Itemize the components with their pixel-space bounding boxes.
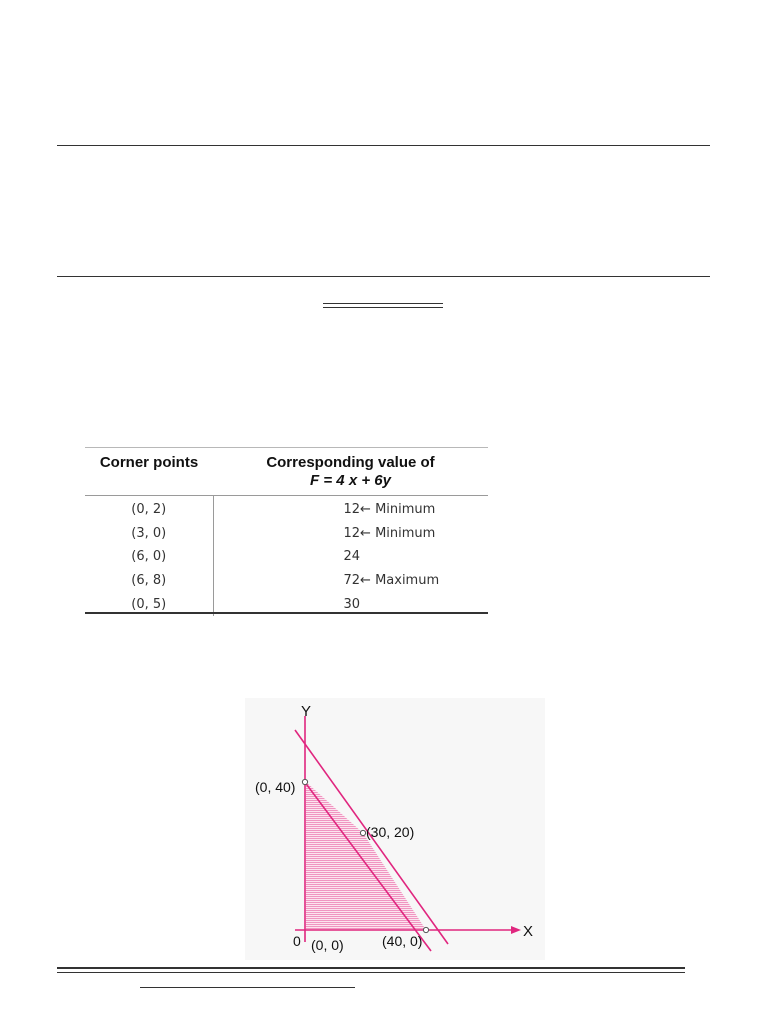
title-underline-a: [323, 303, 443, 304]
objective-value: 12← Minimum: [343, 525, 436, 541]
footer-rule-1: [57, 967, 685, 969]
objective-value: 12← Minimum: [343, 502, 436, 518]
corner-points-table: [85, 447, 488, 616]
footer-rule-2: [57, 972, 685, 973]
corner-point-marker: [423, 927, 428, 932]
header-corner-points: Corner points: [85, 448, 213, 496]
point-label: (0, 0): [311, 937, 344, 953]
header-value: [213, 448, 488, 496]
table-row: [85, 522, 488, 546]
objective-value: 24: [343, 549, 361, 565]
title-underline-b: [323, 307, 443, 308]
table-bottom-rule: [85, 612, 488, 614]
header-formula: F = 4 x + 6y: [310, 472, 391, 489]
footer-underline: [140, 987, 355, 988]
corner-point: (3, 0): [85, 522, 213, 546]
corner-point: (6, 8): [85, 569, 213, 593]
top-rule-2: [57, 276, 710, 277]
corner-point: (0, 5): [85, 592, 213, 616]
objective-value: 30: [343, 596, 361, 612]
corner-point: (6, 0): [85, 545, 213, 569]
table-row: [85, 496, 488, 522]
objective-value: 72← Maximum: [343, 573, 440, 589]
table-row: [85, 569, 488, 593]
y-axis-label: Y: [301, 703, 312, 720]
top-rule-1: [57, 145, 710, 146]
header-value-label: Corresponding value of: [266, 454, 435, 471]
corner-point: (0, 2): [85, 496, 213, 522]
point-label: (40, 0): [382, 933, 423, 949]
table-row: [85, 545, 488, 569]
feasible-region-graph: [245, 698, 545, 960]
point-label: (30, 20): [366, 824, 415, 840]
origin-label: 0: [293, 933, 301, 949]
corner-point-marker: [360, 830, 365, 835]
point-label: (0, 40): [255, 779, 296, 795]
corner-point-marker: [302, 779, 307, 784]
x-axis-label: X: [523, 923, 534, 940]
